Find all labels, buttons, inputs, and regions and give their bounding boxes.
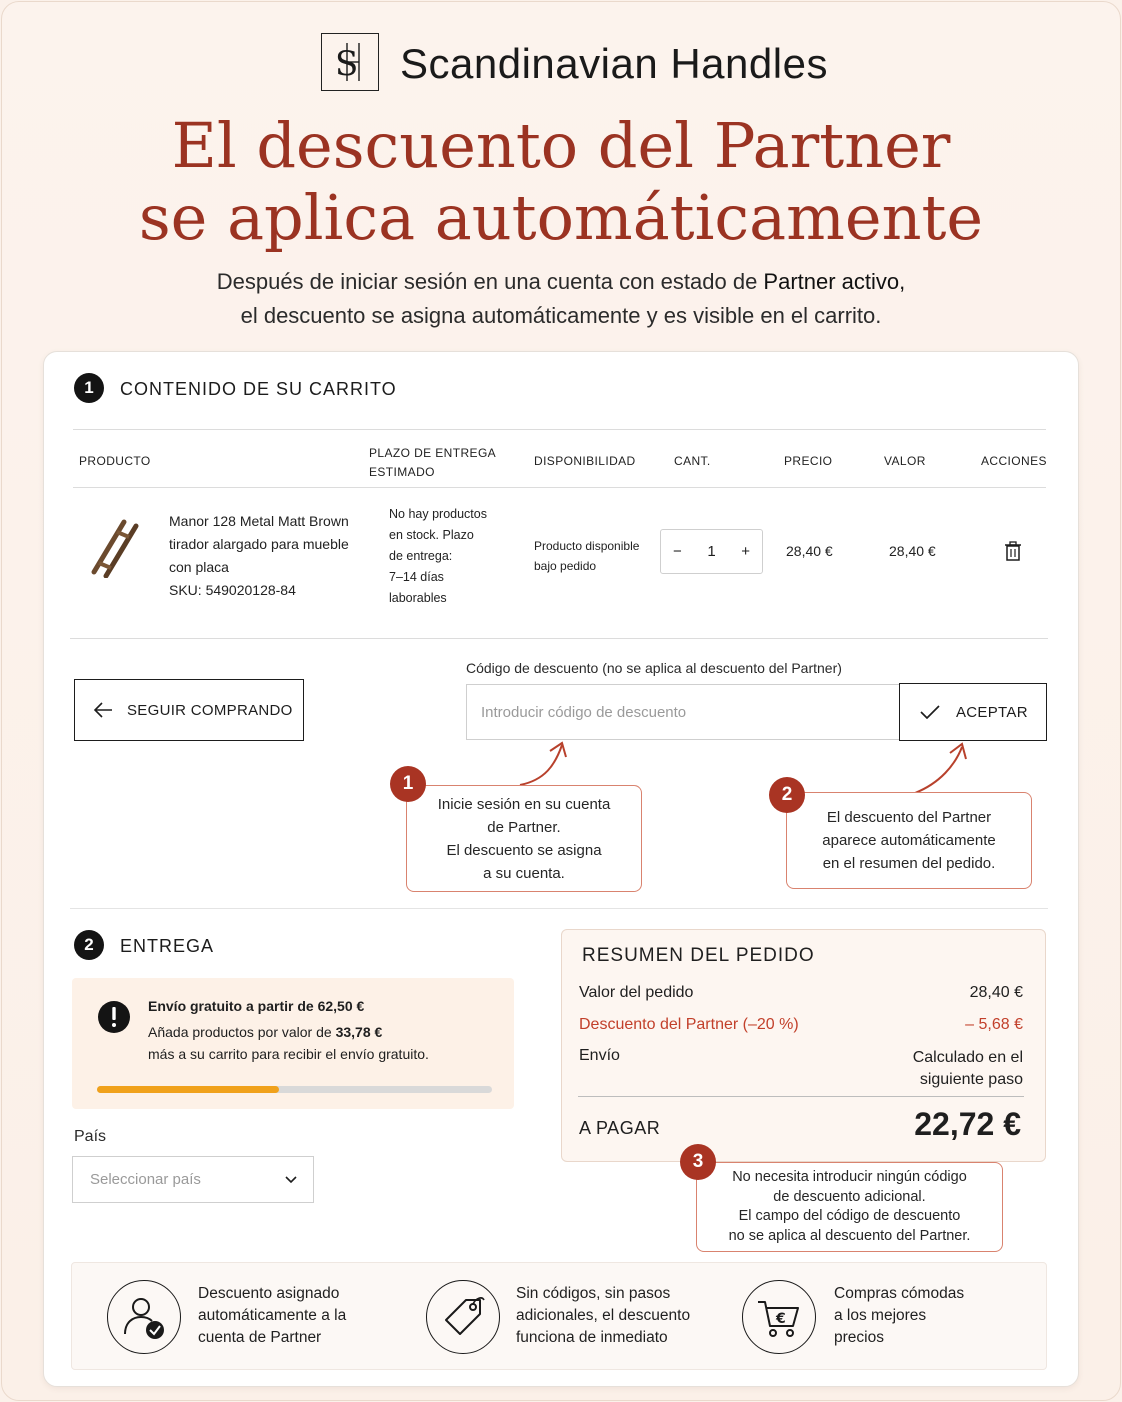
free-shipping-amount: 33,78 €	[335, 1024, 383, 1040]
step-number: 2	[74, 930, 104, 960]
callout-auto-discount	[786, 792, 1032, 889]
accept-label: ACEPTAR	[956, 703, 1028, 721]
availability-line: Producto disponible	[534, 539, 640, 553]
callout-number: 2	[769, 777, 805, 813]
arrow-left-icon	[93, 702, 113, 718]
alert-icon	[97, 1000, 131, 1039]
product-details	[169, 510, 349, 602]
total-value: 22,72 €	[914, 1106, 1021, 1142]
divider	[73, 429, 1046, 430]
shipping-label: Envío	[579, 1047, 620, 1064]
callout-line: Inicie sesión en su cuenta	[437, 795, 611, 813]
col-qty: CANT.	[674, 454, 711, 468]
summary-title: RESUMEN DEL PEDIDO	[582, 945, 815, 966]
callout-line: El descuento del Partner	[826, 809, 992, 826]
shipping-value-line: siguiente paso	[919, 1071, 1023, 1088]
order-value-label: Valor del pedido	[579, 984, 694, 1001]
order-value: 28,40 €	[969, 984, 1023, 1001]
country-placeholder: Seleccionar país	[90, 1171, 201, 1188]
user-check-icon	[107, 1280, 181, 1354]
callout-number: 1	[390, 766, 426, 802]
discount-code-label: Código de descuento (no se aplica al descuento del Partner)	[466, 660, 842, 676]
callout-line: No necesita introducir ningún código	[732, 1169, 967, 1185]
quantity-stepper	[660, 529, 763, 574]
free-shipping-message	[148, 1021, 382, 1043]
check-icon	[920, 705, 940, 719]
callout-login	[406, 785, 642, 892]
callout-no-code	[696, 1162, 1003, 1252]
qty-increase-button[interactable]: +	[741, 543, 750, 560]
headline-line-2: se aplica automáticamente	[138, 181, 984, 254]
callout-number: 3	[680, 1144, 716, 1180]
col-product: PRODUCTO	[79, 454, 151, 468]
col-delivery-line: ESTIMADO	[369, 465, 435, 479]
handle-image	[86, 518, 142, 578]
svg-text:€: €	[776, 1311, 786, 1327]
shipping-value	[860, 1047, 1023, 1091]
step-number: 1	[74, 373, 104, 403]
shipping-value-line: Calculado en el	[912, 1049, 1023, 1066]
delivery-line: en stock. Plazo	[389, 528, 474, 542]
col-delivery-line: PLAZO DE ENTREGA	[369, 446, 497, 460]
country-label: País	[74, 1128, 107, 1145]
qty-decrease-button[interactable]: −	[673, 543, 682, 560]
item-price: 28,40 €	[786, 543, 833, 559]
delete-item-button[interactable]	[1004, 541, 1022, 566]
brand-logo	[321, 33, 379, 91]
delivery-estimate	[389, 504, 487, 609]
divider	[70, 908, 1048, 909]
intro-line-1	[0, 265, 1122, 299]
product-name[interactable]: Manor 128 Metal Matt Brown	[169, 513, 349, 529]
col-price: PRECIO	[784, 454, 833, 468]
delivery-section-title: ENTREGA	[120, 936, 215, 956]
intro-highlight: Partner activo,	[763, 269, 906, 294]
discount-code-placeholder: Introducir código de descuento	[481, 703, 687, 721]
partner-discount-label: Descuento del Partner (–20 %)	[579, 1016, 799, 1033]
col-availability: DISPONIBILIDAD	[534, 454, 636, 468]
callout-line: de Partner.	[487, 818, 561, 836]
intro-text: Después de iniciar sesión en una cuenta con estado de	[216, 269, 764, 294]
accept-button[interactable]	[899, 683, 1047, 741]
free-shipping-progress	[97, 1086, 492, 1093]
discount-code-input[interactable]	[466, 684, 900, 740]
callout-line: no se aplica al descuento del Partner.	[728, 1227, 971, 1244]
chevron-down-icon	[285, 1176, 297, 1184]
delivery-line: No hay productos	[389, 507, 487, 521]
callout-1-arrow	[500, 735, 580, 790]
qty-value[interactable]: 1	[707, 543, 716, 560]
cart-section-title: CONTENIDO DE SU CARRITO	[120, 379, 397, 399]
delivery-line: de entrega:	[389, 549, 453, 563]
free-shipping-progress-fill	[97, 1086, 279, 1093]
product-name: tirador alargado para mueble	[169, 536, 349, 552]
delivery-line: laborables	[389, 591, 447, 605]
free-shipping-message-2: más a su carrito para recibir el envío gratuito.	[148, 1046, 429, 1062]
tag-icon	[426, 1280, 500, 1354]
partner-discount-value: – 5,68 €	[965, 1016, 1023, 1033]
product-sku: SKU: 549020128-84	[169, 582, 296, 598]
headline-line-1: El descuento del Partner	[171, 109, 951, 182]
divider	[73, 487, 1046, 488]
callout-line: El campo del código de descuento	[738, 1208, 961, 1224]
intro-line-2: el descuento se asigna automáticamente y es visible en el carrito.	[240, 303, 882, 328]
trash-icon	[1004, 541, 1022, 561]
col-actions: ACCIONES	[981, 454, 1047, 468]
feature-text: Compras cómodas a los mejores precios	[834, 1285, 965, 1346]
col-value: VALOR	[884, 454, 926, 468]
continue-shopping-button[interactable]	[74, 679, 304, 741]
divider	[70, 638, 1048, 639]
summary-divider	[578, 1096, 1024, 1097]
free-shipping-title: Envío gratuito a partir de 62,50 €	[148, 998, 365, 1014]
product-name: con placa	[169, 559, 229, 575]
availability-status	[534, 536, 639, 576]
delivery-line: 7–14 días	[389, 570, 444, 584]
callout-line: en el resumen del pedido.	[822, 855, 996, 872]
euro-cart-icon	[742, 1280, 816, 1354]
free-shipping-text: Añada productos por valor de	[148, 1024, 336, 1040]
col-delivery	[369, 444, 496, 482]
product-thumbnail[interactable]	[86, 518, 142, 583]
brand-monogram-icon	[325, 37, 375, 87]
callout-line: a su cuenta.	[483, 864, 565, 882]
item-value: 28,40 €	[889, 543, 936, 559]
total-label: A PAGAR	[579, 1118, 661, 1138]
svg-text:S: S	[335, 44, 359, 84]
feature-text: Sin códigos, sin pasos adicionales, el descuento funciona de inmediato	[516, 1285, 691, 1346]
brand-name: Scandinavian Handles	[400, 40, 828, 87]
country-select[interactable]	[72, 1156, 314, 1203]
availability-line: bajo pedido	[534, 559, 597, 573]
continue-shopping-label: SEGUIR COMPRANDO	[127, 701, 293, 719]
callout-line: El descuento se asigna	[446, 841, 602, 859]
callout-line: de descuento adicional.	[773, 1188, 926, 1205]
callout-2-arrow	[900, 735, 980, 795]
feature-text: Descuento asignado automáticamente a la cuenta de Partner	[198, 1285, 347, 1346]
callout-line: aparece automáticamente	[822, 832, 996, 849]
